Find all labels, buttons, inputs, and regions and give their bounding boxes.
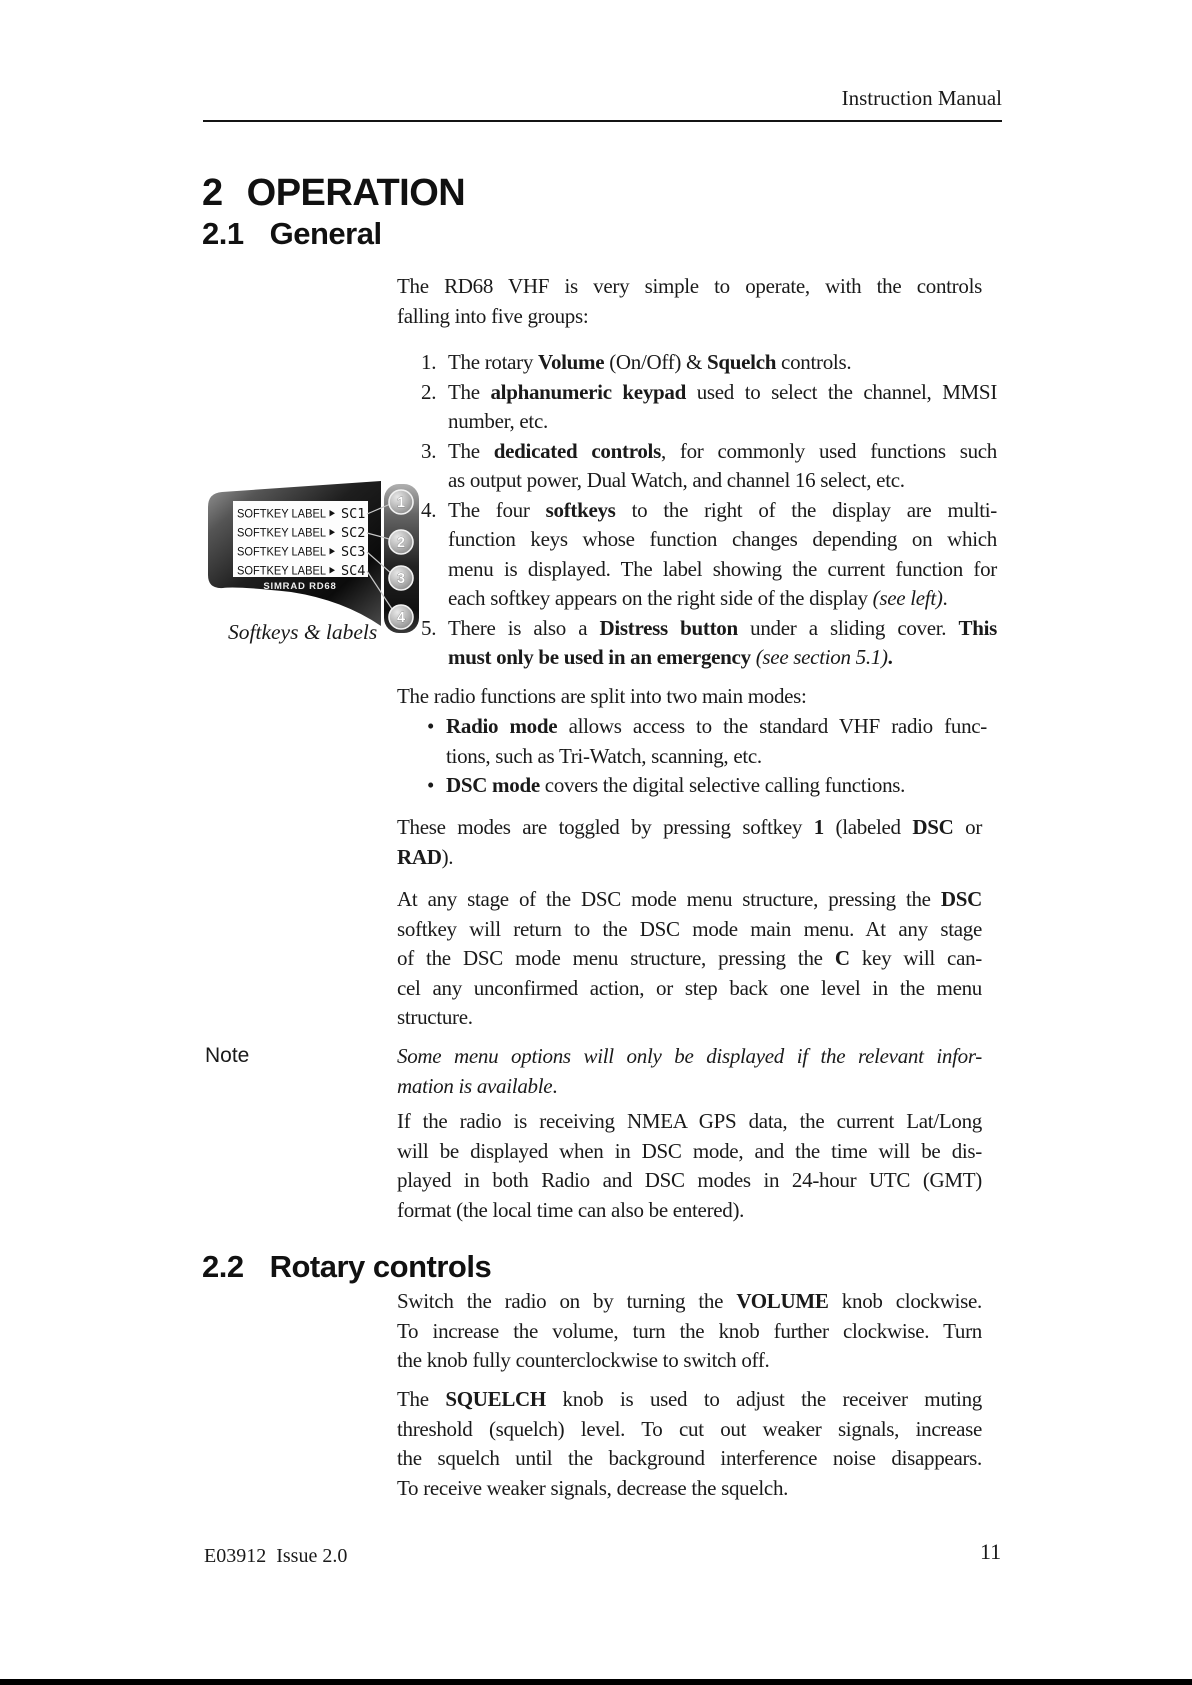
text-line: menu is displayed. The label showing the current function for: [448, 556, 997, 581]
list-item-number: 1.: [421, 350, 437, 374]
text-line: The four softkeys to the right of the display are multi-: [448, 497, 998, 522]
text-line: The rotary Volume (On/Off) & Squelch controls.: [448, 350, 852, 374]
text-line: structure.: [397, 1005, 473, 1029]
squelch-paragraph: [397, 1385, 982, 1503]
text-line: These modes are toggled by pressing softkey 1 (labeled DSC or: [397, 815, 983, 839]
text-line: The RD68 VHF is very simple to operate, with the controls: [397, 274, 982, 298]
text-line: RAD).: [397, 844, 454, 869]
text-line: format (the local time can also be entered).: [397, 1197, 745, 1222]
modes-bullet-list: [427, 712, 987, 801]
softkey-row-label: SOFTKEY LABEL: [237, 544, 327, 559]
list-item: [421, 348, 997, 378]
text-line: the knob fully counterclockwise to switch off.: [397, 1348, 770, 1372]
note-label: Note: [205, 1044, 250, 1067]
volume-paragraph: [397, 1287, 982, 1376]
header-rule: [203, 120, 1002, 122]
heading-operation: [202, 174, 465, 212]
text-line: of the DSC mode menu structure, pressing the C key will can-: [397, 946, 982, 970]
text-line: the squelch until the background interference noise disappears.: [397, 1446, 982, 1470]
text-line: mation is available.: [397, 1073, 558, 1098]
softkey-button-3-label: 3: [396, 571, 406, 587]
heading-general: [202, 218, 382, 249]
text-line: will be displayed when in DSC mode, and the time will be dis-: [397, 1138, 982, 1163]
list-item-text: [448, 614, 997, 673]
list-item-number: 4.: [421, 497, 437, 522]
bullet-item: [427, 712, 987, 771]
heading-general-title: General: [269, 216, 382, 251]
text-line: played in both Radio and DSC modes in 24-hour UTC (GMT): [397, 1168, 982, 1192]
text-line: If the radio is receiving NMEA GPS data, the current Lat/Long: [397, 1109, 982, 1133]
softkey-row-key: SC3: [341, 544, 366, 560]
modes-intro-paragraph: [397, 682, 982, 712]
list-item: [421, 378, 997, 437]
text-line: The dedicated controls, for commonly used functions such: [448, 438, 997, 463]
figure-caption: Softkeys & labels: [228, 620, 378, 644]
controls-list: [421, 348, 997, 673]
text-line: At any stage of the DSC mode menu structure, pressing the DSC: [397, 887, 982, 911]
softkeys-figure-image: [195, 443, 425, 643]
heading-rotary-number: 2.2: [202, 1249, 244, 1284]
softkey-button-4-label: 4: [396, 610, 406, 626]
toggle-paragraph: [397, 813, 982, 872]
list-item-text: [448, 348, 997, 378]
text-line: tions, such as Tri-Watch, scanning, etc.: [446, 743, 762, 768]
text-line: each softkey appears on the right side of the display (see left).: [448, 586, 948, 610]
heading-operation-number: 2: [202, 172, 223, 214]
list-item-number: 3.: [421, 438, 437, 463]
gps-paragraph: [397, 1107, 982, 1225]
text-line: DSC mode covers the digital selective calling functions.: [446, 773, 906, 797]
bullet-item-text: [446, 771, 987, 801]
heading-operation-title: OPERATION: [246, 172, 466, 214]
softkey-row-key: SC4: [341, 563, 366, 579]
list-item: [421, 614, 997, 673]
text-line: To receive weaker signals, decrease the squelch.: [397, 1475, 789, 1500]
text-line: The SQUELCH knob is used to adjust the receiver muting: [397, 1387, 982, 1411]
intro-paragraph: [397, 272, 982, 331]
text-line: cel any unconfirmed action, or step back one level in the menu: [397, 975, 982, 1000]
text-line: Some menu options will only be displayed if the relevant infor-: [397, 1044, 982, 1068]
text-line: as output power, Dual Watch, and channel 16 select, etc.: [448, 468, 905, 492]
softkey-row-key: SC2: [341, 525, 366, 541]
text-line: Radio mode allows access to the standard VHF radio func-: [446, 714, 987, 738]
text-line: There is also a Distress button under a sliding cover. This: [448, 615, 997, 640]
list-item: [421, 437, 997, 496]
softkey-row-label: SOFTKEY LABEL: [237, 525, 327, 540]
text-line: The alphanumeric keypad used to select the channel, MMSI: [448, 379, 998, 404]
text-line: must only be used in an emergency (see section 5.1).: [448, 645, 893, 669]
softkey-row-label: SOFTKEY LABEL: [237, 506, 327, 521]
text-line: To increase the volume, turn the knob further clockwise. Turn: [397, 1318, 982, 1343]
heading-rotary-controls: [202, 1251, 491, 1282]
softkey-button-2-label: 2: [396, 535, 406, 551]
bullet-item: [427, 771, 987, 801]
brand-label: SIMRAD RD68: [263, 581, 337, 592]
softkey-row-key: SC1: [341, 506, 366, 522]
text-line: Switch the radio on by turning the VOLUME knob clockwise.: [397, 1289, 982, 1313]
bullet-icon: •: [427, 714, 435, 738]
list-item-number: 5.: [421, 615, 437, 640]
page-number: 11: [980, 1539, 1002, 1564]
bullet-item-text: [446, 712, 987, 771]
softkey-button-1-label: 1: [396, 495, 406, 511]
text-line: softkey will return to the DSC mode main menu. At any stage: [397, 916, 982, 941]
list-item-text: [448, 496, 997, 614]
text-line: threshold (squelch) level. To cut out weaker signals, increase: [397, 1416, 982, 1441]
footer-document-id: E03912 Issue 2.0: [204, 1545, 348, 1567]
list-item-text: [448, 437, 997, 496]
text-line: The radio functions are split into two main modes:: [397, 684, 807, 708]
heading-general-number: 2.1: [202, 216, 244, 251]
bullet-icon: •: [427, 773, 435, 797]
text-line: function keys whose function changes depending on which: [448, 527, 997, 551]
heading-rotary-title: Rotary controls: [269, 1249, 492, 1284]
list-item-number: 2.: [421, 379, 437, 404]
dsc-menu-paragraph: [397, 885, 982, 1033]
list-item-text: [448, 378, 997, 437]
running-header: Instruction Manual: [841, 86, 1002, 110]
text-line: number, etc.: [448, 409, 548, 433]
list-item: [421, 496, 997, 614]
text-line: falling into five groups:: [397, 303, 589, 328]
softkey-row-label: SOFTKEY LABEL: [237, 563, 327, 578]
note-paragraph: [397, 1042, 982, 1101]
bottom-edge-bar: [0, 1679, 1192, 1685]
